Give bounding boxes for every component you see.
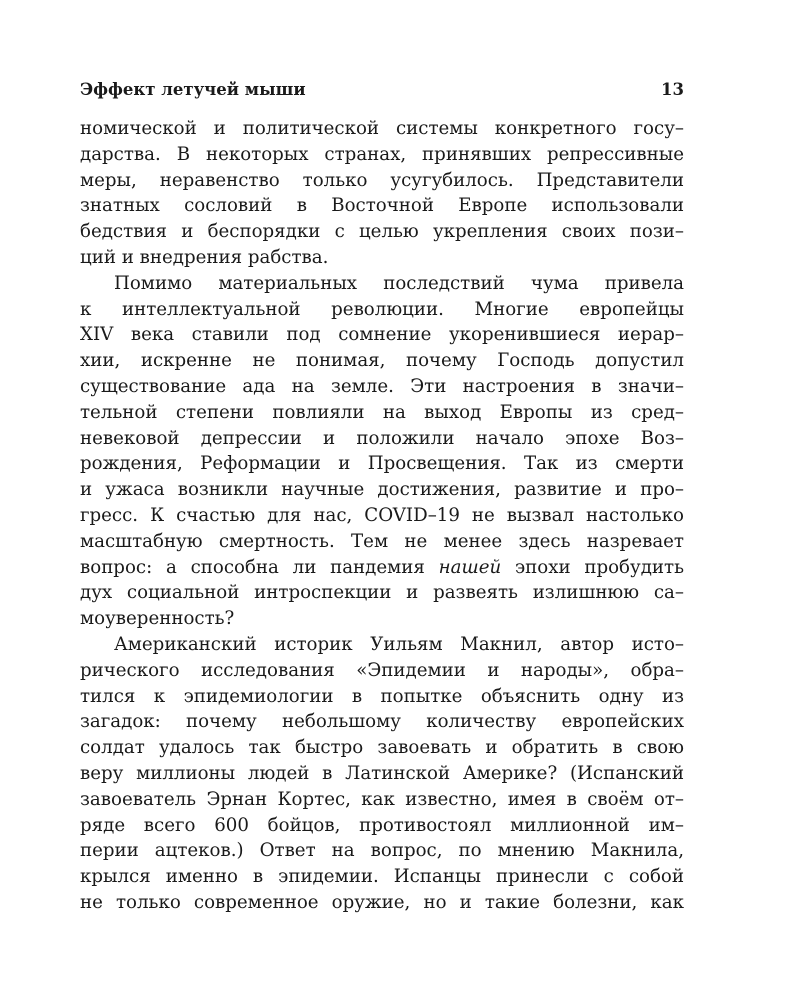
text-run: вопрос: а способна ли пандемия <box>80 556 439 578</box>
text-line: перии ацтеков.) Ответ на вопрос, по мнению Макнила, <box>80 840 684 862</box>
text-line: XIV века ставили под сомнение укоренившиеся иерар– <box>80 324 684 346</box>
running-header <box>80 80 684 104</box>
text-line: ряде всего 600 бойцов, противостоял миллионной им– <box>80 814 684 836</box>
text-line: солдат удалось так быстро завоевать и обратить в свою <box>80 737 684 759</box>
text-line: номической и политической системы конкретного госу– <box>80 118 684 139</box>
text-line: хии, искренне не понимая, почему Господь допустил <box>80 350 684 372</box>
text-line: бедствия и беспорядки с целью укрепления своих пози– <box>80 221 684 243</box>
text-line: моуверенность? <box>80 608 235 630</box>
text-line: не только современное оружие, но и такие болезни, как <box>80 891 684 913</box>
text-line: тельной степени повлияли на выход Европы из сред– <box>80 401 684 423</box>
text-line: невековой депрессии и положили начало эпохе Воз– <box>80 427 684 449</box>
body-text <box>80 116 684 916</box>
text-line: рического исследования «Эпидемии и народы», обра– <box>80 659 684 681</box>
text-line-with-emphasis <box>80 555 684 581</box>
text-line: завоеватель Эрнан Кортес, как известно, имея в своём от– <box>80 788 684 810</box>
emphasized-word: нашей <box>438 556 502 578</box>
text-line: существование ада на земле. Эти настроения в значи– <box>80 375 684 397</box>
text-line: гресс. К счастью для нас, COVID–19 не вызвал настолько <box>80 504 684 526</box>
text-line: крылся именно в эпидемии. Испанцы принесли с собой <box>80 866 684 888</box>
text-line: загадок: почему небольшому количеству европейских <box>80 711 684 733</box>
text-line: дарства. В некоторых странах, принявших репрессивные <box>80 143 684 165</box>
text-line: ций и внедрения рабства. <box>80 246 329 268</box>
running-title: Эффект летучей мыши <box>80 80 306 99</box>
text-line: рождения, Реформации и Просвещения. Так из смерти <box>80 453 684 475</box>
text-line: Помимо материальных последствий чума привела <box>114 272 684 294</box>
text-line: и ужаса возникли научные достижения, развитие и про– <box>80 479 684 501</box>
text-run: эпохи пробудить <box>501 556 684 578</box>
text-line: масштабную смертность. Тем не менее здесь назревает <box>80 530 684 552</box>
text-line: к интеллектуальной революции. Многие европейцы <box>80 298 684 320</box>
text-line: меры, неравенство только усугубилось. Представители <box>80 169 684 191</box>
text-line: дух социальной интроспекции и развеять излишнюю са– <box>80 582 684 604</box>
text-line: тился к эпидемиологии в попытке объяснить одну из <box>80 685 684 707</box>
text-line: Американский историк Уильям Макнил, автор исто– <box>114 633 684 655</box>
page-number: 13 <box>661 80 684 99</box>
text-line: веру миллионы людей в Латинской Америке? (Испанский <box>80 762 684 784</box>
text-line: знатных сословий в Восточной Европе использовали <box>80 195 684 217</box>
